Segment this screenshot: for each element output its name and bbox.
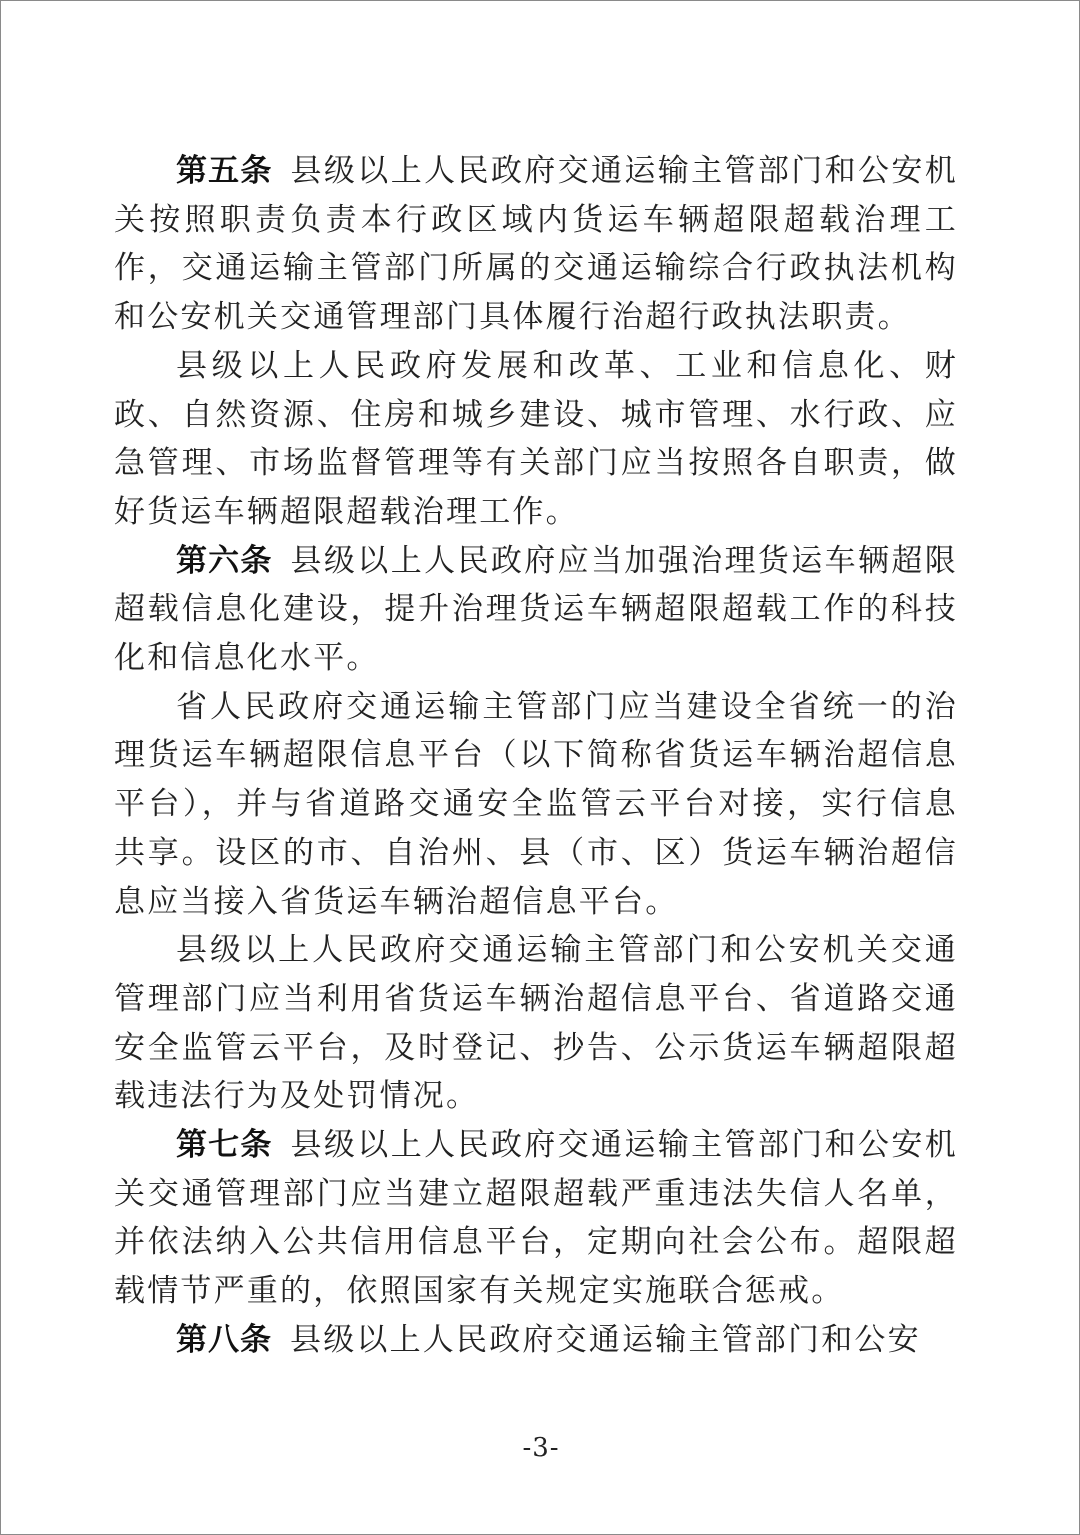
paragraph-text: 省人民政府交通运输主管部门应当建设全省统一的治理货运车辆超限信息平台（以下简称省货运车辆治超信息平台），并与省道路交通安全监管云平台对接，实行信息共享。设区的市、自治州、县（市、区）货运车辆治超信息应当接入省货运车辆治超信息平台。 [114, 688, 958, 920]
paragraph-text: 县级以上人民政府发展和改革、工业和信息化、财政、自然资源、住房和城乡建设、城市管理、水行政、应急管理、市场监督管理等有关部门应当按照各自职责，做好货运车辆超限超载治理工作。 [114, 347, 958, 530]
article-title: 第七条 [176, 1127, 273, 1164]
paragraph-text: 县级以上人民政府交通运输主管部门和公安机关按照职责负责本行政区域内货运车辆超限超载治理工作，交通运输主管部门所属的交通运输综合行政执法机构和公安机关交通管理部门具体履行治超行政执法职责。 [114, 153, 958, 336]
article-title: 第五条 [176, 153, 273, 189]
article-title: 第六条 [176, 542, 273, 579]
paragraph-text: 县级以上人民政府应当加强治理货运车辆超限超载信息化建设，提升治理货运车辆超限超载工作的科技化和信息化水平。 [114, 542, 958, 677]
document-body [114, 147, 958, 1365]
article-title: 第八条 [176, 1321, 272, 1358]
paragraph-text: 县级以上人民政府交通运输主管部门和公安 [290, 1321, 921, 1358]
article-8-paragraph [114, 1316, 958, 1365]
article-6-paragraph [114, 537, 958, 683]
article-6-paragraph-3 [114, 926, 958, 1121]
article-5-paragraph-2 [114, 342, 958, 537]
article-5-paragraph [114, 147, 958, 342]
article-6-paragraph-2 [114, 683, 958, 927]
paragraph-text: 县级以上人民政府交通运输主管部门和公安机关交通管理部门应当利用省货运车辆治超信息平台、省道路交通安全监管云平台，及时登记、抄告、公示货运车辆超限超载违法行为及处罚情况。 [114, 932, 958, 1115]
article-7-paragraph [114, 1121, 958, 1316]
page-number: -3- [522, 1433, 560, 1463]
paragraph-text: 县级以上人民政府交通运输主管部门和公安机关交通管理部门应当建立超限超载严重违法失信人名单，并依法纳入公共信用信息平台，定期向社会公布。超限超载情节严重的，依照国家有关规定实施联合惩戒。 [114, 1127, 958, 1310]
